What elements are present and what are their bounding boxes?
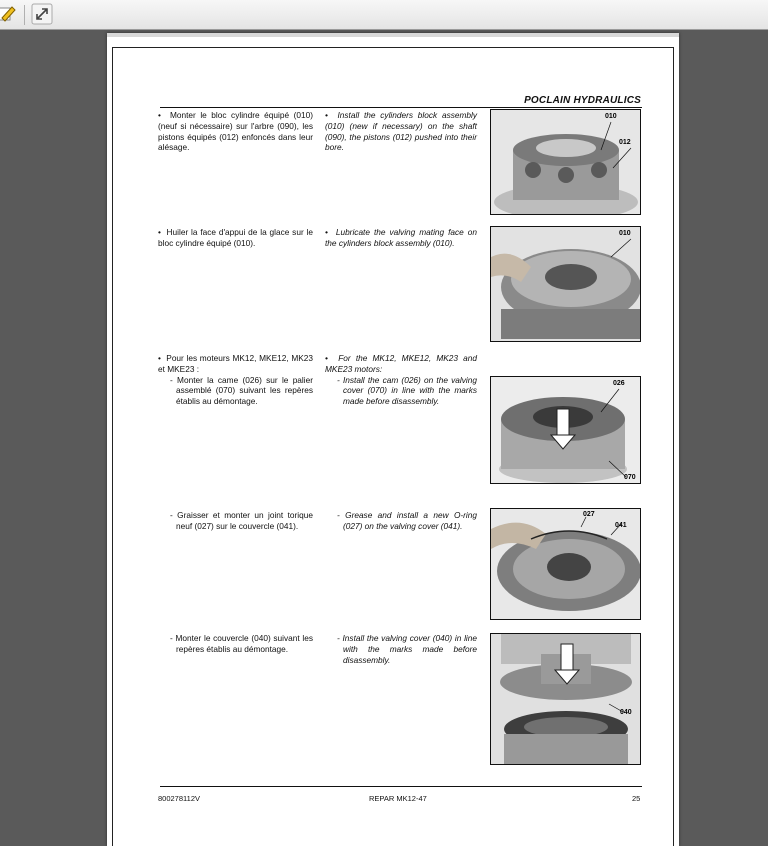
viewer-toolbar xyxy=(0,0,768,30)
callout-label: 040 xyxy=(620,709,632,716)
step-1-fr: • Monter le bloc cylindre équipé (010) (neuf si nécessaire) sur l'arbre (090), les pistons équipés (012) enfoncés dans leur alésage. xyxy=(158,110,313,153)
doc-reference: 800278112V xyxy=(158,794,200,803)
step-4-en xyxy=(325,510,477,532)
step-3-en xyxy=(325,353,477,407)
callout-label: 012 xyxy=(619,139,631,146)
edit-icon[interactable] xyxy=(0,3,18,25)
step-3-fr-intro: • Pour les moteurs MK12, MKE12, MK23 et MKE23 : xyxy=(158,353,313,374)
callout-label: 010 xyxy=(605,113,617,120)
step-5-fr xyxy=(158,633,313,655)
step-5-photo xyxy=(490,633,641,765)
step-5-en-text: - Install the valving cover (040) in line with the marks made before disassembly. xyxy=(337,633,477,665)
step-4-fr xyxy=(158,510,313,532)
page-top-edge xyxy=(107,33,679,37)
callout-label: 027 xyxy=(583,511,595,518)
doc-title: REPAR MK12-47 xyxy=(369,794,427,803)
brand-header: POCLAIN HYDRAULICS xyxy=(524,95,641,106)
callout-label: 041 xyxy=(615,522,627,529)
footer-rule xyxy=(160,786,642,787)
step-1-photo xyxy=(490,109,641,215)
step-1-en: • Install the cylinders block assembly (010) (new if necessary) on the shaft (090), the pistons (012) pushed into their bore. xyxy=(325,110,477,153)
step-2-photo xyxy=(490,226,641,342)
callout-label: 026 xyxy=(613,380,625,387)
step-3-en-intro: • For the MK12, MKE12, MK23 and MKE23 motors: xyxy=(325,353,477,374)
step-3-en-sub: - Install the cam (026) on the valving cover (070) in line with the marks made before disassembly. xyxy=(337,374,477,407)
step-5-en xyxy=(325,633,477,665)
step-3-fr-sub: - Monter la came (026) sur le palier assemblé (070) suivant les repères établis au démontage. xyxy=(170,374,313,407)
step-2-en: • Lubricate the valving mating face on the cylinders block assembly (010). xyxy=(325,227,477,248)
page-number: 25 xyxy=(632,794,641,803)
step-3-photo xyxy=(490,376,641,484)
step-3-fr xyxy=(158,353,313,407)
callout-label: 010 xyxy=(619,230,631,237)
expand-icon[interactable] xyxy=(31,3,53,25)
toolbar-separator xyxy=(24,5,25,25)
step-2-fr: • Huiler la face d'appui de la glace sur le bloc cylindre équipé (010). xyxy=(158,227,313,248)
step-4-fr-text: - Graisser et monter un joint torique neuf (027) sur le couvercle (041). xyxy=(170,510,313,531)
callout-label: 070 xyxy=(624,474,636,481)
step-4-en-text: - Grease and install a new O-ring (027) on the valving cover (041). xyxy=(337,510,477,531)
header-rule xyxy=(160,107,642,108)
document-page xyxy=(107,33,679,846)
step-4-photo xyxy=(490,508,641,620)
step-5-fr-text: - Monter le couvercle (040) suivant les repères établis au démontage. xyxy=(170,633,313,654)
